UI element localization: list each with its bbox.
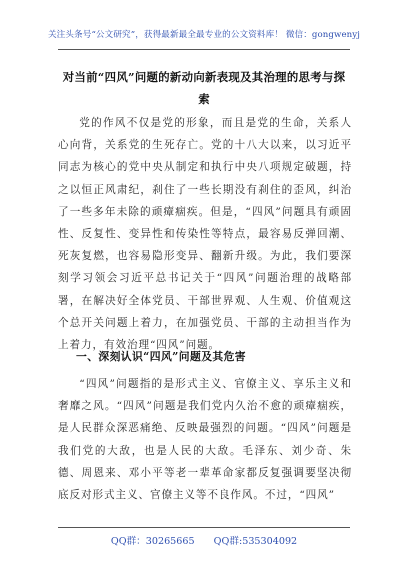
- header-banner: 关注头条号“公文研究”，获得最新最全最专业的公文资料库！ 微信：gongwenyj: [47, 30, 361, 40]
- paragraph-intro: 党的作风不仅是党的形象，而且是党的生命，关系人心向背，关系党的生死存亡。党的十八大以来，以习近平同志为核心的党中央从制定和执行中央八项规定破题，持之以恒正风肃纪，刹住了一些长期没有刹住的歪风，纠治了一些多年未除的顽瘴痼疾。但是，“四风”问题具有顽固性、反复性、变异性和传染性等特点，最容易反弹回潮、死灰复燃，也容易隐形变异、翻新升级。为此，我们要深刻学习领会习近平总书记关于“四风”问题治理的战略部署，在解决好全体党员、干部世界观、人生观、价值观这个总开关问题上着力，在加强党员、干部的主动担当作为上着力，有效治理“四风”问题。: [58, 117, 352, 352]
- header-divider: [58, 49, 350, 50]
- section-heading-1: 一、深刻认识“四风”问题及其危害: [76, 350, 246, 363]
- footer-qq-group-2: QQ群:535304092: [213, 536, 298, 547]
- document-title-line1: 对当前“四风”问题的新动向新表现及其治理的思考与探: [62, 70, 346, 84]
- paragraph-section1: “四风”问题指的是形式主义、官僚主义、享乐主义和奢靡之风。“四风”问题是我们党内久治不愈的顽瘴痼疾，是人民群众深恶痛绝、反映最强烈的问题。“四风”问题是我们党的大敌，也是人民的大敌。毛泽东、刘少奇、朱德、周恩来、邓小平等老一辈革命家都反复强调要坚决彻底反对形式主义、官僚主义等不良作风。不过，“四风”: [58, 378, 352, 502]
- footer-contact: [0, 533, 408, 547]
- footer-divider: [58, 527, 350, 528]
- document-title: [48, 66, 360, 110]
- footer-qq-group-1: QQ群：30265665: [110, 536, 195, 547]
- document-title-line2: 索: [198, 92, 210, 106]
